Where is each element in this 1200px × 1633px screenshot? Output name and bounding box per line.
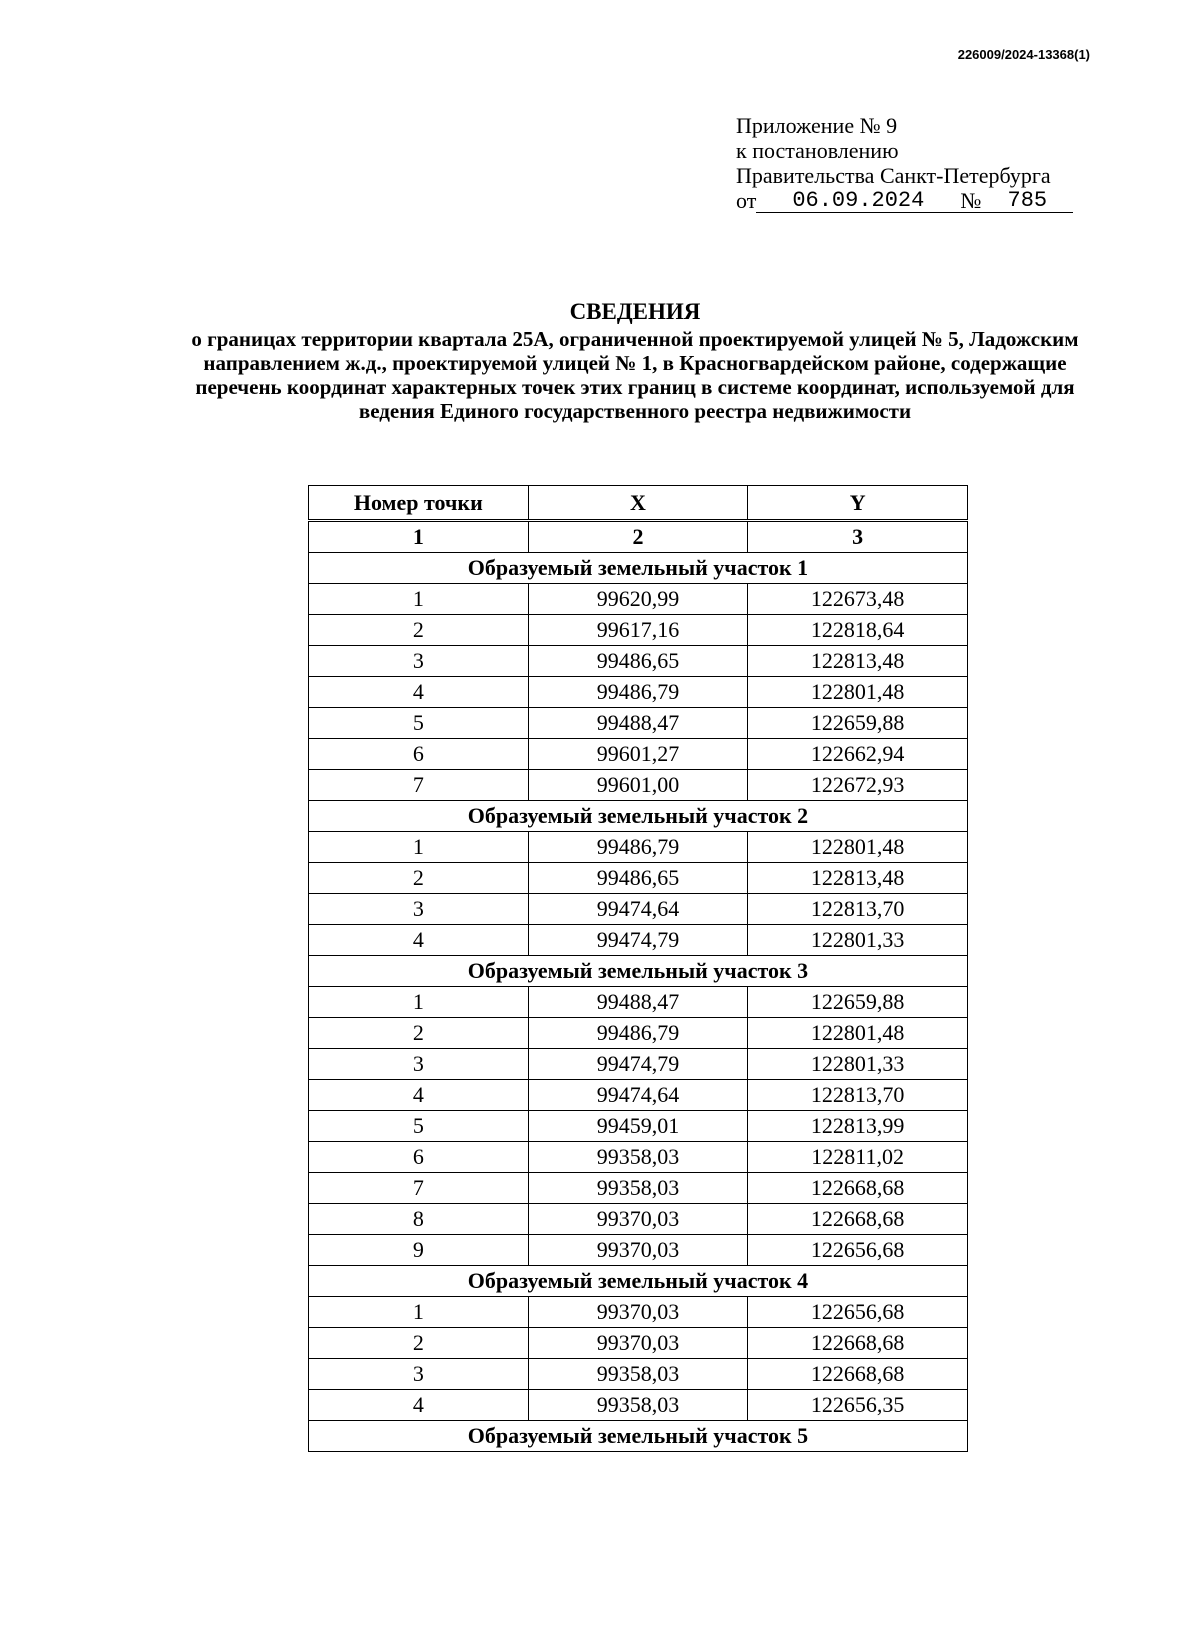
y-coordinate-cell: 122811,02: [748, 1142, 968, 1173]
table-row: [309, 1328, 968, 1359]
y-coordinate-cell: 122662,94: [748, 739, 968, 770]
x-coordinate-cell: 99601,27: [528, 739, 748, 770]
coordinates-table: [308, 485, 968, 1452]
x-coordinate-cell: 99486,65: [528, 863, 748, 894]
section-title: Образуемый земельный участок 4: [309, 1266, 968, 1297]
table-row: [309, 1049, 968, 1080]
point-number-cell: 3: [309, 1049, 529, 1080]
column-number-1: 1: [309, 521, 529, 553]
appendix-government: Правительства Санкт-Петербурга: [736, 163, 1051, 188]
y-coordinate-cell: 122656,68: [748, 1297, 968, 1328]
table-row: [309, 1142, 968, 1173]
x-coordinate-cell: 99474,79: [528, 1049, 748, 1080]
point-number-cell: 1: [309, 1297, 529, 1328]
table-row: [309, 770, 968, 801]
y-coordinate-cell: 122656,35: [748, 1390, 968, 1421]
y-coordinate-cell: 122818,64: [748, 615, 968, 646]
resolution-date: 06.09.2024: [756, 190, 960, 213]
table-row: [309, 1173, 968, 1204]
section-title-row: [309, 801, 968, 832]
document-registration-number: 226009/2024-13368(1): [957, 47, 1090, 62]
point-number-cell: 5: [309, 708, 529, 739]
y-coordinate-cell: 122672,93: [748, 770, 968, 801]
header-x: X: [528, 486, 748, 521]
y-coordinate-cell: 122659,88: [748, 708, 968, 739]
appendix-title: Приложение № 9: [736, 113, 898, 138]
point-number-cell: 4: [309, 925, 529, 956]
table-row: [309, 1297, 968, 1328]
y-coordinate-cell: 122656,68: [748, 1235, 968, 1266]
document-title-block: [170, 297, 1100, 423]
x-coordinate-cell: 99358,03: [528, 1390, 748, 1421]
x-coordinate-cell: 99370,03: [528, 1204, 748, 1235]
section-title-row: [309, 1266, 968, 1297]
x-coordinate-cell: 99358,03: [528, 1173, 748, 1204]
point-number-cell: 7: [309, 770, 529, 801]
table-row: [309, 1204, 968, 1235]
from-label: от: [736, 188, 757, 213]
section-title: Образуемый земельный участок 2: [309, 801, 968, 832]
y-coordinate-cell: 122668,68: [748, 1328, 968, 1359]
x-coordinate-cell: 99488,47: [528, 987, 748, 1018]
point-number-cell: 2: [309, 863, 529, 894]
appendix-to-resolution: к постановлению: [736, 138, 899, 163]
table-row: [309, 739, 968, 770]
number-label: №: [960, 188, 982, 213]
section-title: Образуемый земельный участок 5: [309, 1421, 968, 1452]
y-coordinate-cell: 122813,99: [748, 1111, 968, 1142]
document-subtitle: о границах территории квартала 25А, ограниченной проектируемой улицей № 5, Ладожским направлением ж.д., проектируемой улицей № 1, в Красногвардейском районе, содержащие перечень координат характерных точек этих границ в системе координат, используемой для ведения Единого государственного реестра недвижимости: [191, 327, 1079, 423]
x-coordinate-cell: 99488,47: [528, 708, 748, 739]
point-number-cell: 4: [309, 677, 529, 708]
table-row: [309, 677, 968, 708]
x-coordinate-cell: 99370,03: [528, 1297, 748, 1328]
section-title: Образуемый земельный участок 1: [309, 553, 968, 584]
y-coordinate-cell: 122801,33: [748, 925, 968, 956]
point-number-cell: 8: [309, 1204, 529, 1235]
point-number-cell: 6: [309, 1142, 529, 1173]
y-coordinate-cell: 122673,48: [748, 584, 968, 615]
point-number-cell: 4: [309, 1390, 529, 1421]
x-coordinate-cell: 99486,79: [528, 677, 748, 708]
x-coordinate-cell: 99358,03: [528, 1359, 748, 1390]
table-row: [309, 1111, 968, 1142]
table-row: [309, 708, 968, 739]
point-number-cell: 6: [309, 739, 529, 770]
header-point-number: Номер точки: [309, 486, 529, 521]
section-title: Образуемый земельный участок 3: [309, 956, 968, 987]
table-row: [309, 1359, 968, 1390]
point-number-cell: 3: [309, 894, 529, 925]
point-number-cell: 1: [309, 584, 529, 615]
table-row: [309, 1390, 968, 1421]
x-coordinate-cell: 99486,79: [528, 832, 748, 863]
point-number-cell: 4: [309, 1080, 529, 1111]
y-coordinate-cell: 122813,70: [748, 894, 968, 925]
y-coordinate-cell: 122813,48: [748, 646, 968, 677]
y-coordinate-cell: 122668,68: [748, 1173, 968, 1204]
table-row: [309, 925, 968, 956]
column-number-row: [309, 521, 968, 553]
x-coordinate-cell: 99486,79: [528, 1018, 748, 1049]
x-coordinate-cell: 99474,64: [528, 894, 748, 925]
x-coordinate-cell: 99486,65: [528, 646, 748, 677]
resolution-number: 785: [981, 190, 1073, 213]
point-number-cell: 1: [309, 987, 529, 1018]
appendix-date-line: [736, 188, 1073, 213]
point-number-cell: 2: [309, 615, 529, 646]
table-row: [309, 863, 968, 894]
x-coordinate-cell: 99474,64: [528, 1080, 748, 1111]
x-coordinate-cell: 99474,79: [528, 925, 748, 956]
section-title-row: [309, 956, 968, 987]
column-number-3: 3: [748, 521, 968, 553]
table-row: [309, 894, 968, 925]
x-coordinate-cell: 99459,01: [528, 1111, 748, 1142]
y-coordinate-cell: 122668,68: [748, 1204, 968, 1235]
point-number-cell: 2: [309, 1328, 529, 1359]
header-y: Y: [748, 486, 968, 521]
x-coordinate-cell: 99358,03: [528, 1142, 748, 1173]
point-number-cell: 9: [309, 1235, 529, 1266]
table-header-row: [309, 486, 968, 521]
table-row: [309, 646, 968, 677]
appendix-block: [736, 113, 1073, 213]
y-coordinate-cell: 122801,48: [748, 677, 968, 708]
y-coordinate-cell: 122801,48: [748, 832, 968, 863]
y-coordinate-cell: 122801,33: [748, 1049, 968, 1080]
table-row: [309, 832, 968, 863]
x-coordinate-cell: 99370,03: [528, 1328, 748, 1359]
point-number-cell: 5: [309, 1111, 529, 1142]
y-coordinate-cell: 122801,48: [748, 1018, 968, 1049]
y-coordinate-cell: 122659,88: [748, 987, 968, 1018]
column-number-2: 2: [528, 521, 748, 553]
point-number-cell: 3: [309, 646, 529, 677]
table-row: [309, 1235, 968, 1266]
y-coordinate-cell: 122813,48: [748, 863, 968, 894]
table-row: [309, 1018, 968, 1049]
table-row: [309, 615, 968, 646]
x-coordinate-cell: 99601,00: [528, 770, 748, 801]
table-row: [309, 1080, 968, 1111]
y-coordinate-cell: 122813,70: [748, 1080, 968, 1111]
point-number-cell: 3: [309, 1359, 529, 1390]
point-number-cell: 2: [309, 1018, 529, 1049]
x-coordinate-cell: 99617,16: [528, 615, 748, 646]
y-coordinate-cell: 122668,68: [748, 1359, 968, 1390]
table-row: [309, 584, 968, 615]
x-coordinate-cell: 99370,03: [528, 1235, 748, 1266]
section-title-row: [309, 553, 968, 584]
point-number-cell: 1: [309, 832, 529, 863]
document-heading: СВЕДЕНИЯ: [569, 299, 701, 324]
point-number-cell: 7: [309, 1173, 529, 1204]
section-title-row: [309, 1421, 968, 1452]
table-row: [309, 987, 968, 1018]
x-coordinate-cell: 99620,99: [528, 584, 748, 615]
